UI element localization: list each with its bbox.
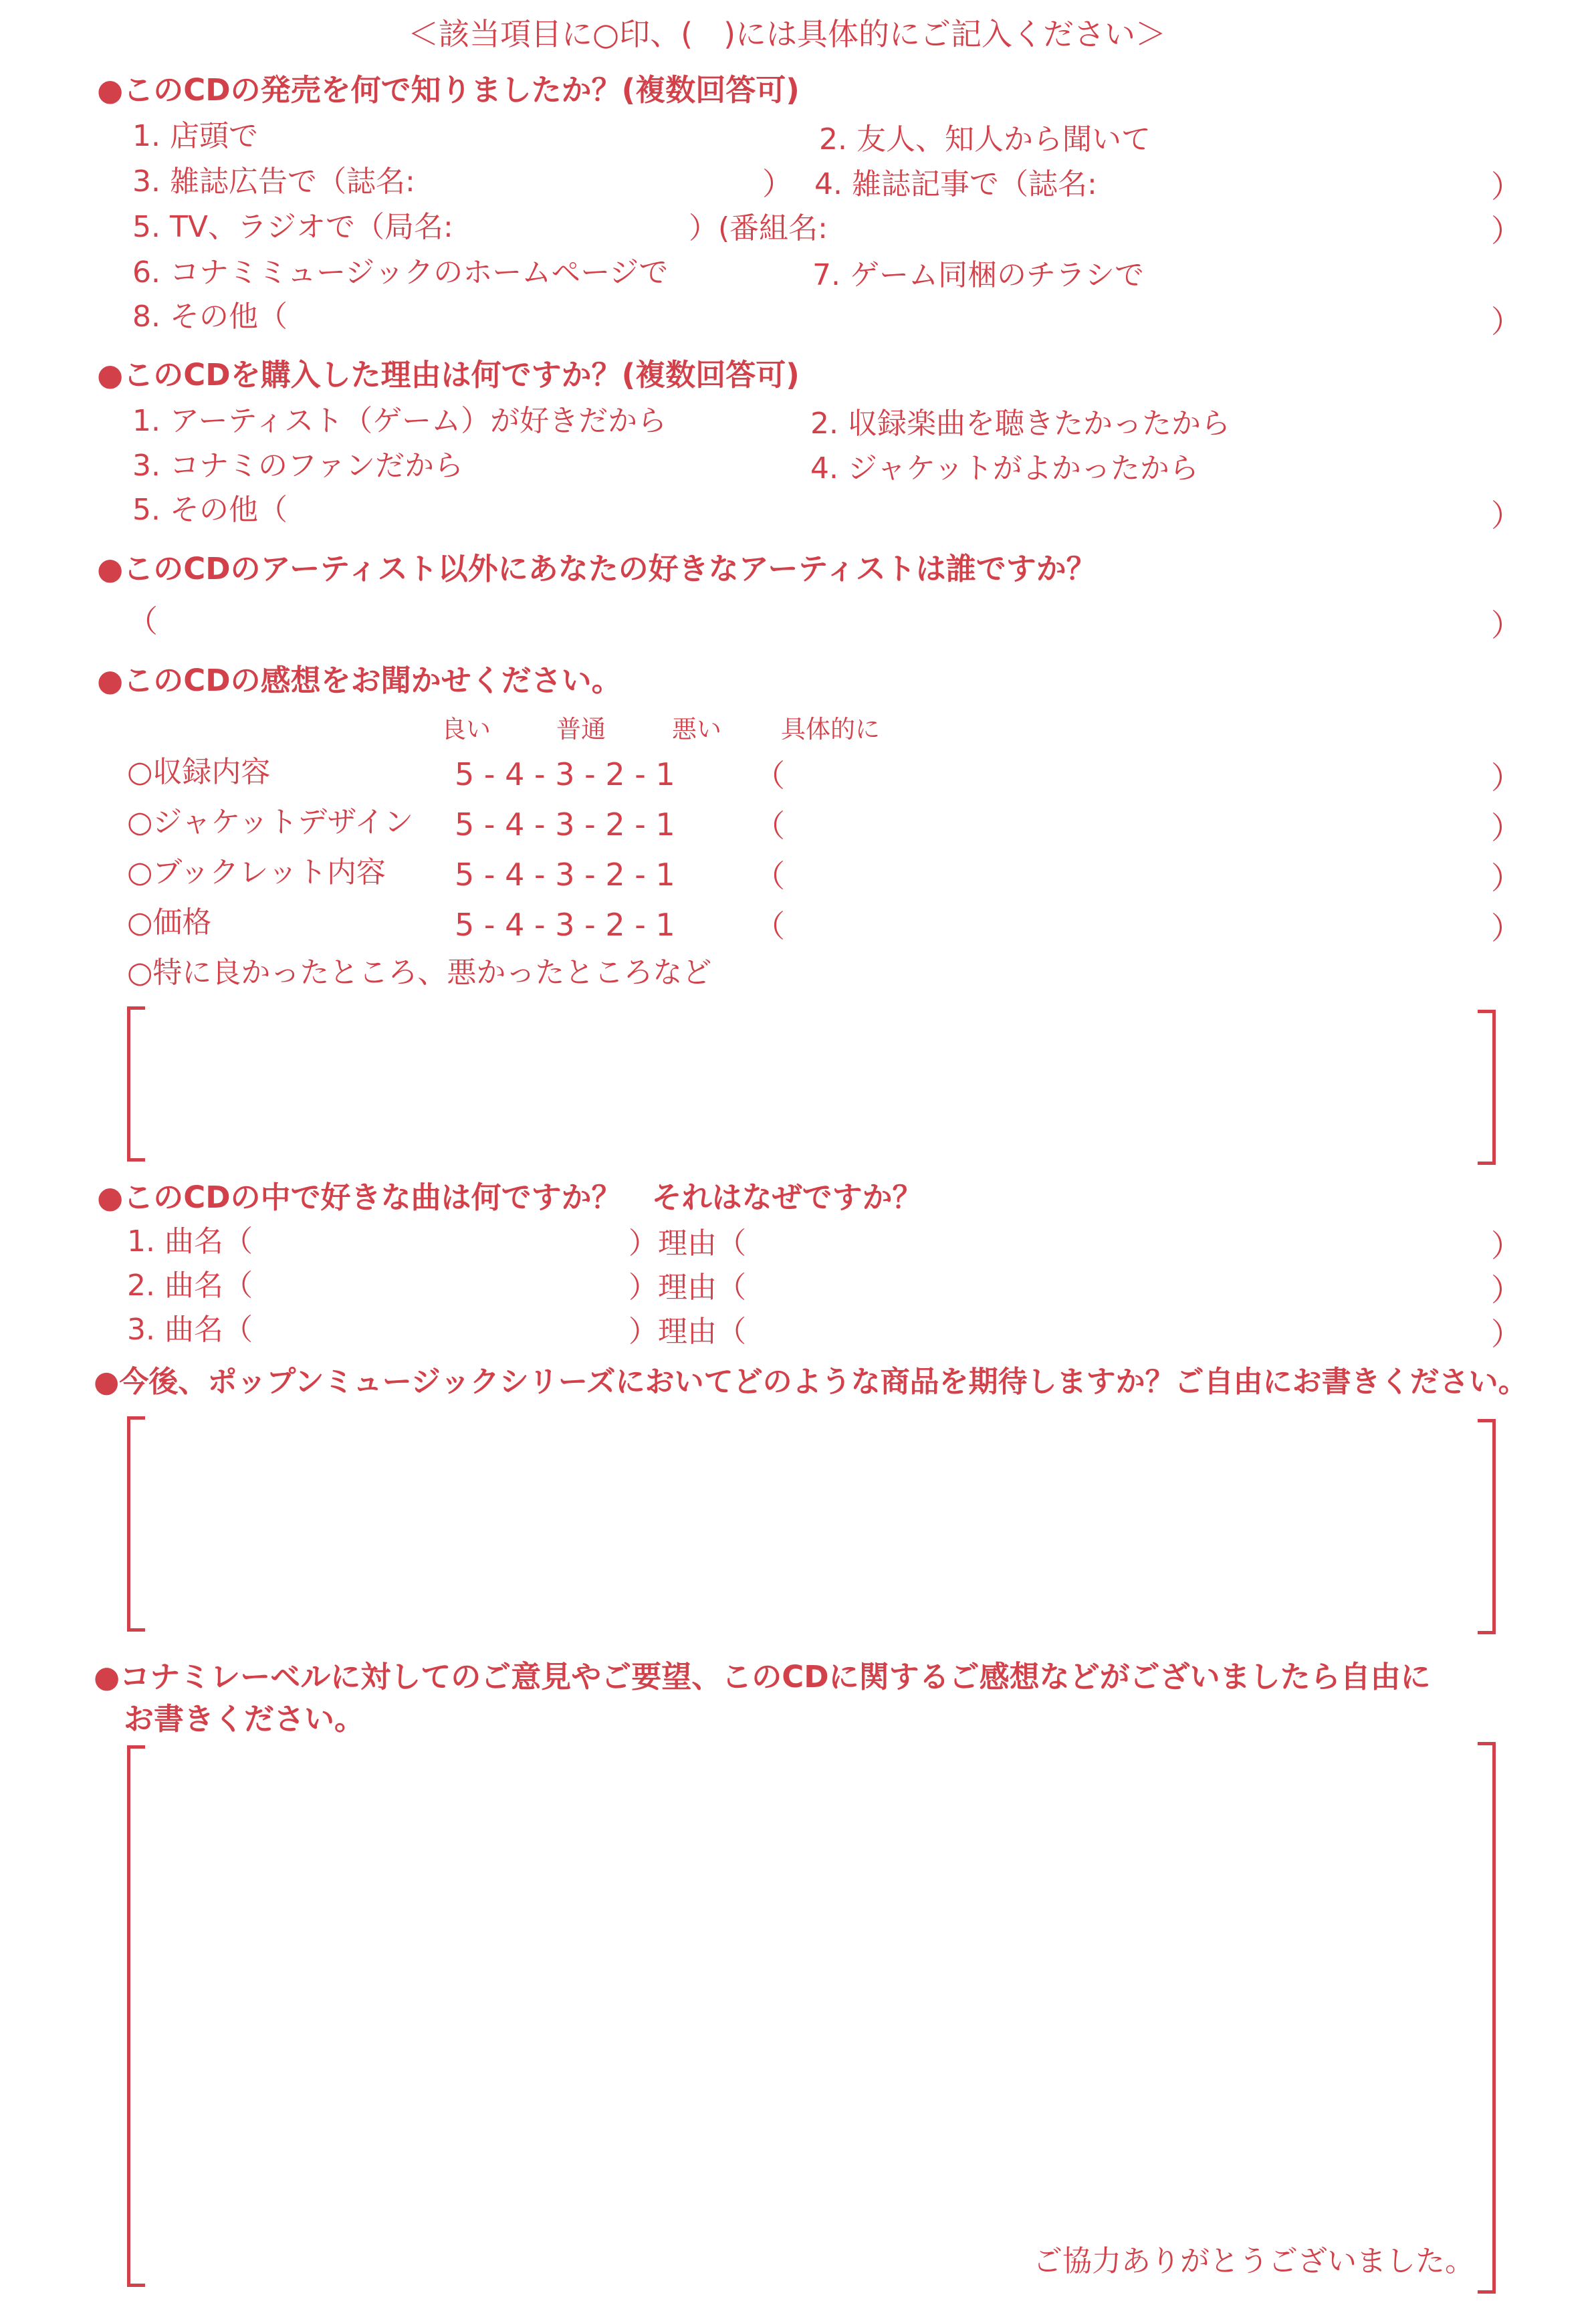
question-3-title: ●このCDのアーティスト以外にあなたの好きなアーティストは誰ですか？: [97, 551, 1097, 586]
scale-bad-label: 悪い: [672, 715, 721, 744]
rating-row-label: ○収録内容: [127, 755, 271, 789]
rating-scale[interactable]: 5 - 4 - 3 - 2 - 1: [455, 907, 675, 943]
rating-scale[interactable]: 5 - 4 - 3 - 2 - 1: [455, 806, 675, 843]
thanks-message: ご協力ありがとうございました。: [1033, 2244, 1474, 2278]
free-comment-box-left[interactable]: [127, 1006, 145, 1162]
scale-specific-label: 具体的に: [781, 715, 880, 744]
q6-box-left[interactable]: [127, 1416, 145, 1632]
q7-box-left[interactable]: [127, 1745, 145, 2287]
q1-option-5[interactable]: 5. TV、ラジオで（局名:: [132, 210, 453, 244]
q2-option-2[interactable]: 2. 収録楽曲を聴きたかったから: [810, 407, 1230, 441]
q2-option-5[interactable]: 5. その他（: [132, 493, 288, 527]
q1-option-4-close: ）: [1491, 169, 1522, 205]
song-name-3[interactable]: 3. 曲名（: [127, 1313, 253, 1347]
q1-option-8-close: ）: [1491, 304, 1522, 340]
question-1-title: ●このCDの発売を何で知りましたか？(複数回答可): [97, 72, 800, 108]
q1-option-5-program: ）(番組名:: [689, 211, 828, 245]
free-comment-box-right[interactable]: [1478, 1010, 1496, 1165]
question-5-title: ●このCDの中で好きな曲は何ですか？ それはなぜですか？: [97, 1180, 923, 1215]
question-6-title: ●今後、ポップンミュージックシリーズにおいてどのような商品を期待しますか？ご自由にお書きください。: [94, 1365, 1528, 1399]
rating-close-paren: ）: [1491, 760, 1522, 796]
q2-option-1[interactable]: 1. アーティスト（ゲーム）が好きだから: [132, 404, 667, 438]
song-reason-1[interactable]: ）理由（: [629, 1226, 746, 1260]
q3-close-paren: ）: [1491, 607, 1522, 643]
q1-option-6[interactable]: 6. コナミミュージックのホームページで: [132, 255, 669, 290]
song-reason-2-close: ）: [1491, 1272, 1522, 1308]
song-reason-3-close: ）: [1491, 1316, 1522, 1352]
rating-scale[interactable]: 5 - 4 - 3 - 2 - 1: [455, 756, 675, 792]
q1-option-2[interactable]: 2. 友人、知人から聞いて: [819, 122, 1151, 156]
rating-open-paren: （: [754, 858, 785, 894]
scale-normal-label: 普通: [556, 715, 606, 744]
q1-option-3[interactable]: 3. 雑誌広告で（誌名:: [132, 164, 415, 199]
q1-option-3-close: ）: [762, 166, 793, 202]
song-reason-3[interactable]: ）理由（: [629, 1315, 746, 1349]
q1-option-8[interactable]: 8. その他（: [132, 300, 288, 334]
question-7-title-cont: お書きください。: [124, 1701, 365, 1737]
form-header: ＜該当項目に○印、( )には具体的にご記入ください＞: [408, 16, 1167, 52]
q2-option-3[interactable]: 3. コナミのファンだから: [132, 449, 464, 483]
q1-option-4[interactable]: 4. 雑誌記事で（誌名:: [814, 167, 1097, 201]
rating-open-paren: （: [754, 808, 785, 844]
free-comment-label: ○特に良かったところ、悪かったところなど: [127, 956, 712, 990]
q1-option-5-close: ）: [1491, 213, 1522, 249]
q3-open-paren: （: [127, 603, 158, 639]
q1-option-7[interactable]: 7. ゲーム同梱のチラシで: [812, 258, 1144, 292]
q2-option-5-close: ）: [1491, 498, 1522, 534]
question-4-title: ●このCDの感想をお聞かせください。: [97, 663, 622, 698]
song-reason-2[interactable]: ）理由（: [629, 1271, 746, 1305]
q6-box-right[interactable]: [1478, 1419, 1496, 1634]
rating-close-paren: ）: [1491, 860, 1522, 896]
q2-option-4[interactable]: 4. ジャケットがよかったから: [810, 451, 1199, 485]
rating-open-paren: （: [754, 908, 785, 944]
rating-close-paren: ）: [1491, 910, 1522, 946]
rating-row-label: ○価格: [127, 905, 212, 940]
q1-option-1[interactable]: 1. 店頭で: [132, 119, 258, 153]
scale-good-label: 良い: [441, 715, 491, 744]
rating-open-paren: （: [754, 758, 785, 794]
question-2-title: ●このCDを購入した理由は何ですか？(複数回答可): [97, 357, 800, 393]
song-name-1[interactable]: 1. 曲名（: [127, 1224, 253, 1258]
rating-row-label: ○ブックレット内容: [127, 855, 386, 889]
rating-row-label: ○ジャケットデザイン: [127, 805, 414, 839]
rating-close-paren: ）: [1491, 810, 1522, 846]
question-7-title: ●コナミレーベルに対してのご意見やご要望、このCDに関するご感想などがございましたら自由に: [94, 1659, 1431, 1694]
q7-box-right[interactable]: [1478, 1742, 1496, 2294]
song-name-2[interactable]: 2. 曲名（: [127, 1269, 253, 1303]
song-reason-1-close: ）: [1491, 1228, 1522, 1264]
rating-scale[interactable]: 5 - 4 - 3 - 2 - 1: [455, 857, 675, 893]
